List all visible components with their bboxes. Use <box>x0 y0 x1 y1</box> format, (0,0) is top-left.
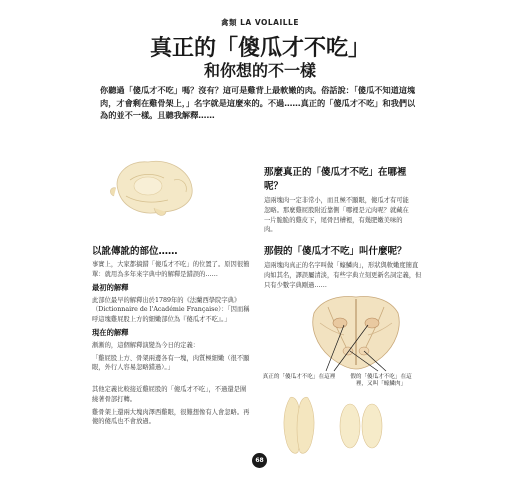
section-myth-body5: 其他定義比較接近雞屁股的「傻瓜才不吃」，不過還是圍繞著骨部打轉。 <box>92 386 247 403</box>
section-myth-body6: 雞骨架上還兩大塊肉澤西雞眼，很難想像有人會忽略。再傻的傻瓜也不會放過。 <box>92 408 250 426</box>
section-kicker: 禽類 LA VOLAILLE <box>221 18 299 27</box>
section-myth <box>92 243 252 427</box>
page-subtitle: 和你想的不一樣 <box>203 61 316 80</box>
section-fake-heading: 那假的「傻瓜才不吃」叫什麼呢？ <box>264 246 407 257</box>
intro-paragraph: 你聽過「傻瓜才不吃」嗎？沒有？這可是雞背上最軟嫩的肉。俗話說：「傻瓜不知道這塊肉，才會剩在雞骨架上，」名字就是這麼來的。不過……真正的「傻瓜才不吃」和我們以為的並不一樣。且聽我解釋…… <box>100 85 416 121</box>
figure-caption-real: 真正的「傻瓜才不吃」在這裡 <box>262 374 336 380</box>
section-real-body: 這兩塊肉一定非常小，而且極不顯眼，傻瓜才有可能忽略。那麼雞屁股附近靠側「哪裡是元肉呢？就藏在一片脆脆的雞皮下，尾骨凹槽裡，有幾肥嫩美味的肉。 <box>264 197 409 234</box>
section-myth-body3: 漸漸的，這個解釋演變為今日的定義： <box>92 341 200 349</box>
roast-chicken-illustration <box>108 150 198 220</box>
section-fake-oyster <box>264 243 424 290</box>
section-myth-body1: 事實上，大家都搞錯「傻瓜才不吃」的位置了。原因很簡單：就用為多年來字典中的解釋是錯誤的…… <box>92 261 250 278</box>
page-number: 68 <box>252 453 267 468</box>
section-myth-body2: 此部位最早的解釋出於1789年的《法蘭西學院字典》（Dictionnaire de l'Académie Française）：「因而稱呼這塊雞屁股上方的細嫩部位為『傻瓜才不吃』。」 <box>92 296 250 323</box>
section-real-oyster <box>264 164 414 235</box>
section-myth-heading: 以訛傳訛的部位…… <box>92 246 178 257</box>
page-title: 真正的「傻瓜才不吃」 <box>149 36 370 61</box>
meat-pieces-illustration <box>268 394 388 458</box>
section-fake-body: 這兩塊肉真正的名字叫做「蠔鱗肉」，形狀與軟嫩度簡直肉如其名，譯誤屬清淡，有些字典立刻更新名詞定義，但只有少數字典剛過…… <box>264 262 422 289</box>
section-real-heading: 那麼真正的「傻瓜才不吃」在哪裡呢？ <box>264 167 407 192</box>
figure-caption-fake: 假的「傻瓜才不吃」在這裡，又叫「蠔鱗肉」 <box>350 374 412 388</box>
chicken-skeleton-illustration <box>306 293 406 373</box>
section-myth-sub2: 現在的解釋 <box>92 327 129 337</box>
section-myth-body4: 「雞屁股上方、骨架兩邊各有一塊，肉質極細嫩（很不顯眼，外行人容易忽略錯過）。」 <box>92 354 250 372</box>
section-myth-sub1: 最初的解釋 <box>92 282 129 292</box>
